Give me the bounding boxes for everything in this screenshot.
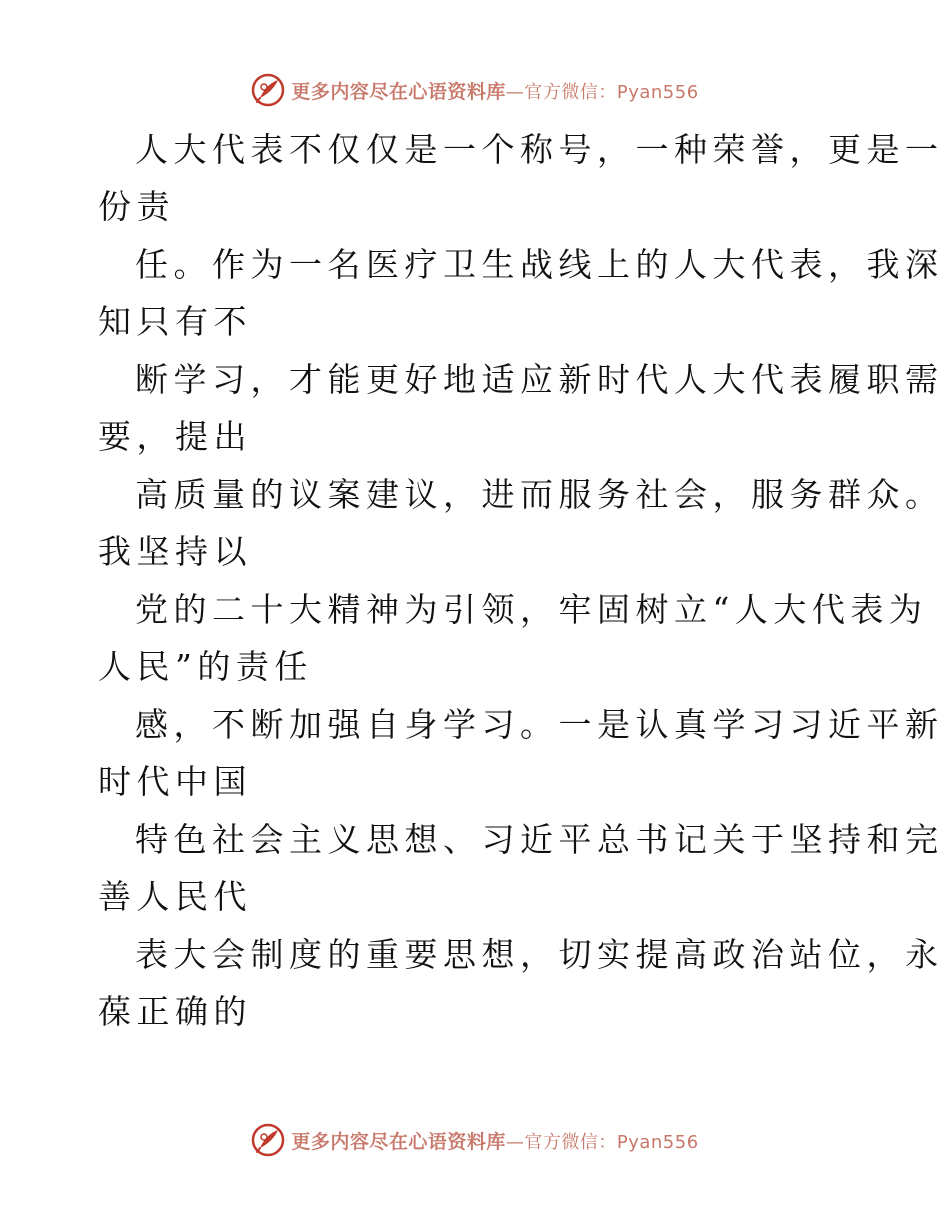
quill-pen-logo-icon	[251, 1123, 285, 1157]
text-line-13: 特色社会主义思想、习近平总书记关于坚持和完	[135, 820, 944, 859]
text-line-10: 人民”的责任	[98, 647, 313, 686]
text-line-2: 份责	[98, 187, 175, 226]
text-line-7: 高质量的议案建议，进而服务社会，服务群众。	[135, 475, 944, 514]
text-line-8: 我坚持以	[98, 532, 252, 571]
text-line-12: 时代中国	[98, 762, 252, 801]
footer-banner-sub: —官方微信：Pyan556	[505, 1131, 699, 1153]
header-banner-sub: —官方微信：Pyan556	[505, 81, 699, 103]
footer-banner-text	[291, 1127, 698, 1154]
text-line-16: 葆正确的	[98, 992, 252, 1031]
text-line-9: 党的二十大精神为引领，牢固树立“人大代表为	[135, 590, 928, 629]
header-banner	[0, 70, 950, 110]
footer-banner-main: 更多内容尽在心语资料库	[291, 1130, 506, 1153]
text-line-5: 断学习，才能更好地适应新时代人大代表履职需	[135, 360, 944, 399]
text-line-15: 表大会制度的重要思想，切实提高政治站位，永	[135, 935, 944, 974]
text-line-4: 知只有不	[98, 302, 252, 341]
text-line-11: 感，不断加强自身学习。一是认真学习习近平新	[135, 705, 944, 744]
header-banner-text	[291, 77, 698, 104]
footer-banner	[0, 1120, 950, 1160]
header-banner-main: 更多内容尽在心语资料库	[291, 80, 506, 103]
text-line-1: 人大代表不仅仅是一个称号，一种荣誉，更是一	[135, 130, 944, 169]
quill-pen-logo-icon	[251, 73, 285, 107]
text-line-6: 要，提出	[98, 417, 252, 456]
text-line-14: 善人民代	[98, 877, 252, 916]
text-line-3: 任。作为一名医疗卫生战线上的人大代表，我深	[135, 245, 944, 284]
